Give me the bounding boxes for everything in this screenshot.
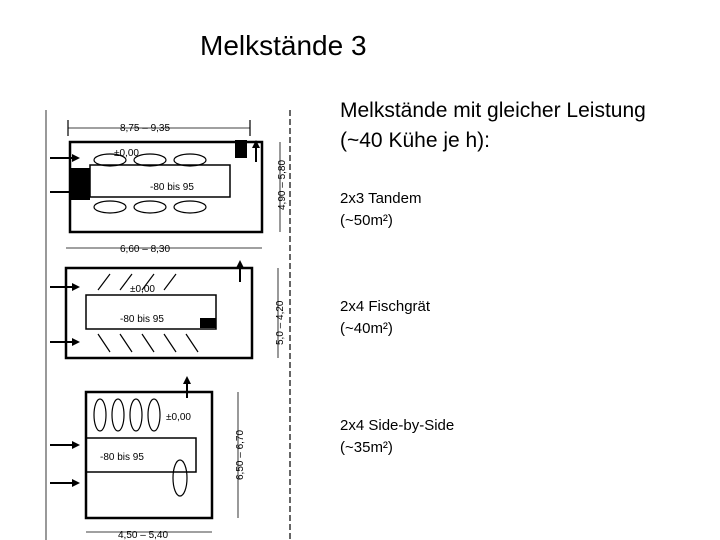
item-tandem-name: 2x3 Tandem <box>340 190 422 207</box>
fischgraet-depth-label: 5,0 – 4,20 <box>275 300 286 345</box>
sidebyside-plan <box>50 376 238 532</box>
subtitle-line-2: (~40 Kühe je h): <box>340 129 491 152</box>
item-sidebyside-area: (~35m²) <box>340 439 393 456</box>
item-fischgraet-name: 2x4 Fischgrät <box>340 298 431 315</box>
item-tandem <box>340 188 421 232</box>
sidebyside-pit-label: -80 bis 95 <box>100 452 144 463</box>
item-fischgraet <box>340 296 430 340</box>
subtitle-line-1: Melkstände mit gleicher Leistung <box>340 99 646 122</box>
fischgraet-pit-label: -80 bis 95 <box>120 314 164 325</box>
item-sidebyside <box>340 415 454 459</box>
tandem-depth-label: 4,90 – 5,80 <box>277 159 288 210</box>
sidebyside-level-label: ±0,00 <box>166 412 191 423</box>
sidebyside-width-label: 4,50 – 5,40 <box>118 530 169 540</box>
slide-title: Melkstände 3 <box>200 30 367 61</box>
sidebyside-depth-label: 6,50 – 6,70 <box>235 429 246 480</box>
item-sidebyside-name: 2x4 Side-by-Side <box>340 417 455 434</box>
fischgraet-level-label: ±0,00 <box>130 284 155 295</box>
item-tandem-area: (~50m²) <box>340 212 393 229</box>
fischgraet-plan <box>50 260 278 358</box>
tandem-length-label: 6,60 – 8,30 <box>120 244 171 255</box>
tandem-level-label: ±0,00 <box>114 148 139 159</box>
tandem-width-label: 8,75 – 9,35 <box>120 123 171 134</box>
milking-parlour-diagram <box>0 0 300 540</box>
tandem-pit-label: -80 bis 95 <box>150 182 194 193</box>
subtitle <box>340 96 710 156</box>
item-fischgraet-area: (~40m²) <box>340 320 393 337</box>
